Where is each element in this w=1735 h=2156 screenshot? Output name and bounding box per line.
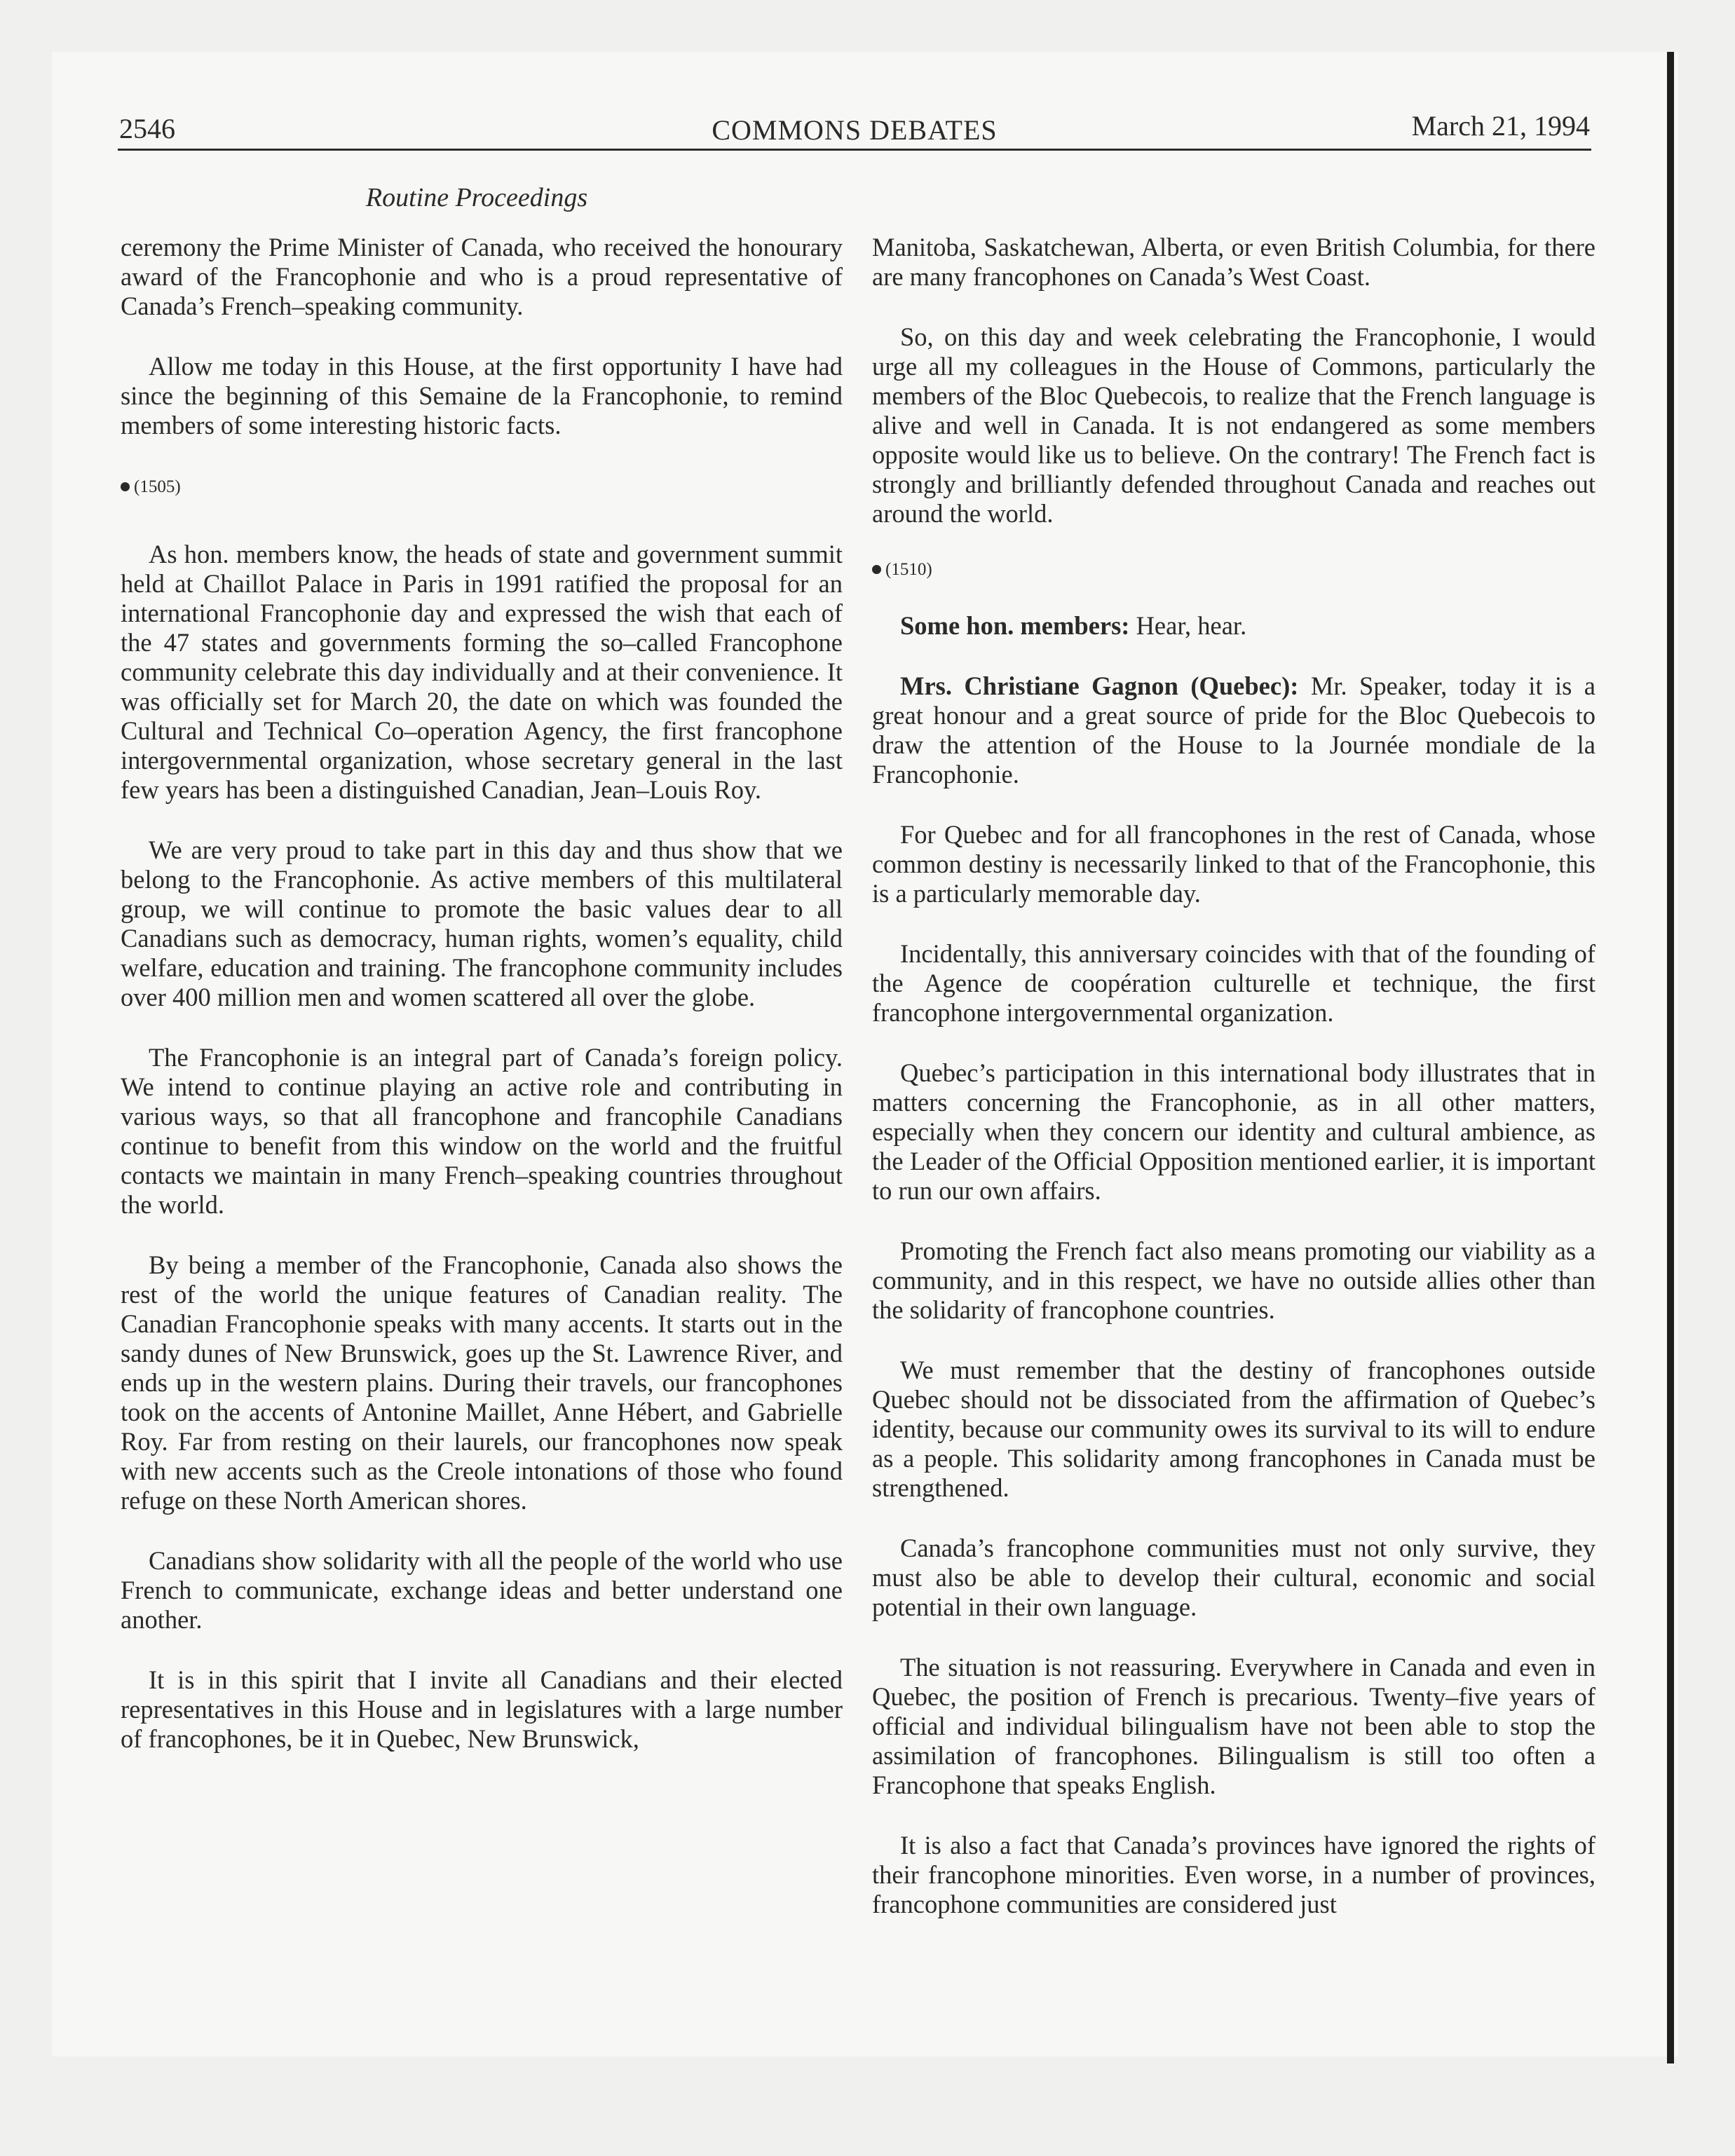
speaker-name: Mrs. Christiane Gagnon (Quebec): bbox=[900, 671, 1299, 700]
speaker-text: Hear, hear. bbox=[1129, 611, 1247, 640]
paragraph: Canada’s francophone communities must not only survive, they must also be able to develop their cultural, economic and social potential in their own language. bbox=[872, 1534, 1595, 1621]
paragraph: For Quebec and for all francophones in the rest of Canada, whose common destiny is necessarily linked to that of the Francophonie, this is a particularly memorable day. bbox=[872, 820, 1595, 908]
paragraph: As hon. members know, the heads of state and government summit held at Chaillot Palace in Paris in 1991 ratified the proposal for an international Francophonie day and expressed the wish that each of the 47 states and governments forming the so–called Francophone community celebrate this day individually and at their convenience. It was officially set for March 20, the date on which was founded the Cultural and Technical Co–operation Agency, the first francophone intergovernmental organization, whose secretary general in the last few years has been a distinguished Canadian, Jean–Louis Roy. bbox=[121, 540, 843, 804]
paragraph: It is in this spirit that I invite all Canadians and their elected representatives in this House and in legislatures with a large number of francophones, be it in Quebec, New Brunswick, bbox=[121, 1665, 843, 1753]
paragraph: ceremony the Prime Minister of Canada, who received the honourary award of the Francophonie and who is a proud representative of Canada’s French–speaking community. bbox=[121, 233, 843, 320]
paragraph: We are very proud to take part in this day and thus show that we belong to the Francophonie. As active members of this multilateral group, we will continue to promote the basic values dear to all Canadians such as democracy, human rights, women’s equality, child welfare, education and training. The francophone community includes over 400 million men and women scattered all over the globe. bbox=[121, 835, 843, 1011]
speaker-text: Mr. Speaker, today it is a great honour and a great source of pride for the Bloc Quebecois to draw the attention of the House to la Journée mondiale de la Francophonie. bbox=[872, 671, 1596, 789]
time-marker bbox=[121, 477, 843, 498]
right-column bbox=[872, 233, 1595, 1950]
paragraph: Manitoba, Saskatchewan, Alberta, or even British Columbia, for there are many francophones on Canada’s West Coast. bbox=[872, 233, 1595, 291]
paragraph: The situation is not reassuring. Everywhere in Canada and even in Quebec, the position of French is precarious. Twenty–five years of official and individual bilingualism have not been able to stop the assimilation of francophones. Bilingualism is still too often a Francophone that speaks English. bbox=[872, 1653, 1595, 1799]
paragraph: By being a member of the Francophonie, Canada also shows the rest of the world the unique features of Canadian reality. The Canadian Francophonie speaks with many accents. It starts out in the sandy dunes of New Brunswick, goes up the St. Lawrence River, and ends up in the western plains. During their travels, our francophones took on the accents of Antonine Maillet, Anne Hébert, and Gabrielle Roy. Far from resting on their laurels, our francophones now speak with new accents such as the Creole intonations of those who found refuge on these North American shores. bbox=[121, 1250, 843, 1515]
time-marker-label: (1510) bbox=[885, 560, 932, 579]
speaker-paragraph bbox=[872, 611, 1595, 641]
paragraph: Incidentally, this anniversary coincides with that of the founding of the Agence de coopération culturelle et technique, the first francophone intergovernmental organization. bbox=[872, 939, 1595, 1027]
speaker-paragraph bbox=[872, 671, 1595, 789]
paragraph: Promoting the French fact also means promoting our viability as a community, and in this respect, we have no outside allies other than the solidarity of francophone countries. bbox=[872, 1236, 1595, 1324]
binding-edge bbox=[1667, 52, 1674, 2063]
page-number: 2546 bbox=[119, 113, 175, 144]
left-column bbox=[121, 233, 843, 1785]
paragraph: So, on this day and week celebrating the Francophonie, I would urge all my colleagues in the House of Commons, particularly the members of the Bloc Quebecois, to realize that the French language is alive and well in Canada. It is not endangered as some members opposite would like us to believe. On the contrary! The French fact is strongly and brilliantly defended throughout Canada and reaches out around the world. bbox=[872, 322, 1595, 528]
speaker-name: Some hon. members: bbox=[900, 611, 1130, 640]
publication-date: March 21, 1994 bbox=[1411, 110, 1590, 142]
publication-title: COMMONS DEBATES bbox=[712, 114, 998, 146]
header-divider bbox=[118, 149, 1591, 151]
paragraph: Allow me today in this House, at the first opportunity I have had since the beginning of this Semaine de la Francophonie, to remind members of some interesting historic facts. bbox=[121, 352, 843, 439]
bullet-icon bbox=[872, 565, 881, 574]
paragraph: It is also a fact that Canada’s provinces have ignored the rights of their francophone minorities. Even worse, in a number of provinces, francophone communities are considered just bbox=[872, 1831, 1595, 1918]
time-marker-label: (1505) bbox=[134, 477, 181, 496]
running-header bbox=[119, 109, 1590, 151]
paragraph: The Francophonie is an integral part of Canada’s foreign policy. We intend to continue playing an active role and contributing in various ways, so that all francophone and francophile Canadians continue to benefit from this window on the world and the fruitful contacts we maintain in many French–speaking countries throughout the world. bbox=[121, 1043, 843, 1219]
section-title: Routine Proceedings bbox=[365, 183, 588, 212]
paragraph: Quebec’s participation in this international body illustrates that in matters concerning the Francophonie, as in all other matters, especially when they concern our identity and cultural ambience, as the Leader of the Official Opposition mentioned earlier, it is important to run our own affairs. bbox=[872, 1058, 1595, 1205]
paragraph: We must remember that the destiny of francophones outside Quebec should not be dissociated from the affirmation of Quebec’s identity, because our community owes its survival to its will to endure as a people. This solidarity among francophones in Canada must be strengthened. bbox=[872, 1356, 1595, 1502]
bullet-icon bbox=[121, 482, 130, 491]
paragraph: Canadians show solidarity with all the people of the world who use French to communicate, exchange ideas and better understand one another. bbox=[121, 1546, 843, 1634]
time-marker bbox=[872, 559, 1595, 580]
